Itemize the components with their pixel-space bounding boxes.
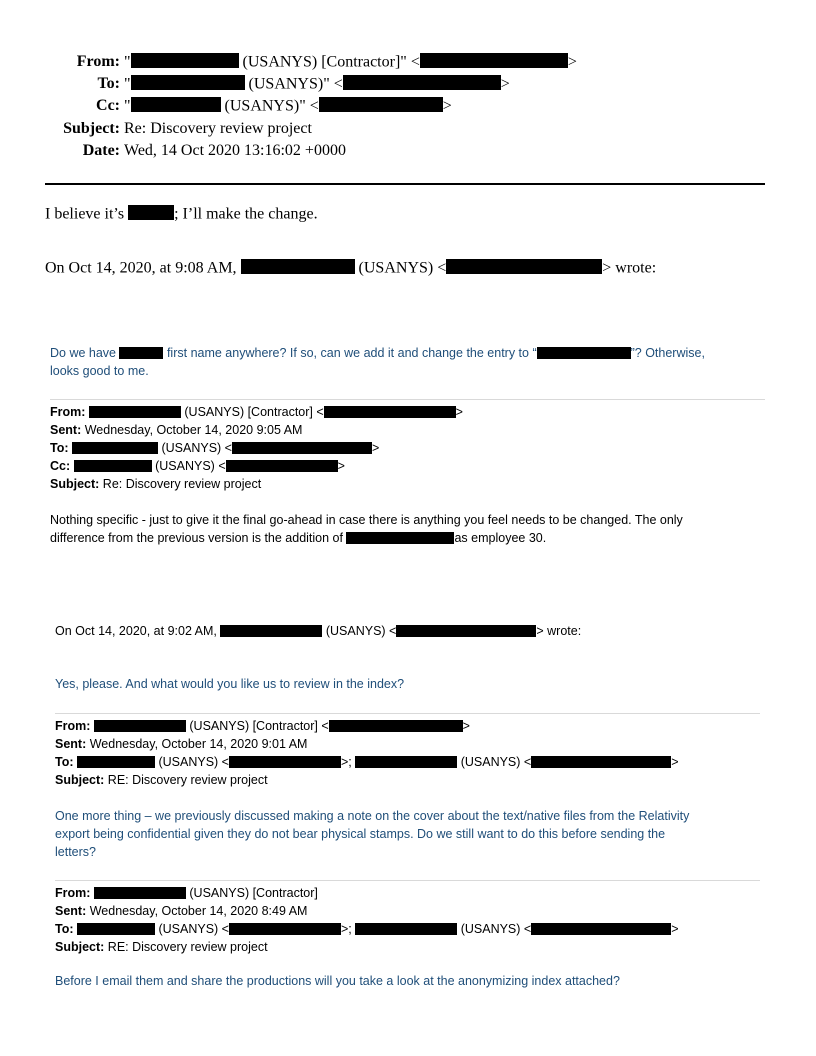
body-line: export being confidential given they do not bear physical stamps. Do we still want to do this before sending the	[55, 827, 666, 841]
email4-body: Before I email them and share the productions will you take a look at the anonymizing index attached?	[55, 974, 620, 988]
redaction-box	[420, 53, 568, 68]
redaction-box	[346, 532, 454, 544]
redaction-box	[94, 887, 186, 899]
redaction-box	[232, 442, 372, 454]
email4-subject: Subject: RE: Discovery review project	[55, 940, 268, 954]
header-cc-value: " (USANYS)" < >	[124, 97, 452, 115]
redaction-box	[220, 625, 322, 637]
email4-to: To: (USANYS) < >; (USANYS) < >	[55, 922, 679, 936]
email2-sent: Sent: Wednesday, October 14, 2020 9:05 AM	[50, 423, 303, 437]
email2-header	[50, 403, 463, 493]
redaction-box	[119, 347, 163, 359]
email2-subject: Subject: Re: Discovery review project	[50, 477, 262, 491]
quoted-message-2: Yes, please. And what would you like us to review in the index?	[55, 677, 405, 691]
email2-cc: Cc: (USANYS) < >	[50, 459, 345, 473]
redaction-box	[324, 406, 456, 418]
redaction-box	[329, 720, 463, 732]
redaction-box	[343, 75, 501, 90]
body-line: difference from the previous version is the addition of as employee 30.	[50, 531, 547, 545]
header-subject-value: Re: Discovery review project	[124, 120, 312, 137]
redaction-box	[72, 442, 158, 454]
email3-to: To: (USANYS) < >; (USANYS) < >	[55, 755, 679, 769]
email3-header	[55, 717, 679, 789]
header-to-value: " (USANYS)" < >	[124, 75, 510, 93]
header-to-label: To:	[97, 75, 120, 92]
reply-line: I believe it’s ; I’ll make the change.	[45, 205, 318, 223]
header-subject-label: Subject:	[63, 120, 120, 137]
redaction-box	[531, 756, 671, 768]
redaction-box	[396, 625, 536, 637]
redaction-box	[128, 205, 174, 220]
separator-line	[55, 880, 760, 881]
email2-from: From: (USANYS) [Contractor] < >	[50, 405, 463, 419]
email2-to: To: (USANYS) < >	[50, 441, 380, 455]
email4-from: From: (USANYS) [Contractor]	[55, 886, 318, 900]
redaction-box	[446, 259, 602, 274]
header-from-label: From:	[76, 53, 120, 70]
redaction-box	[531, 923, 671, 935]
redaction-box	[355, 923, 457, 935]
redaction-box	[131, 53, 239, 68]
body-line: One more thing – we previously discussed making a note on the cover about the text/native files from the Relativity	[55, 809, 690, 823]
redaction-box	[229, 923, 341, 935]
redaction-box	[537, 347, 631, 359]
quoted-message-1	[50, 344, 705, 380]
email3-body	[55, 807, 689, 861]
redaction-box	[89, 406, 181, 418]
header-divider	[45, 183, 765, 185]
header-date-value: Wed, 14 Oct 2020 13:16:02 +0000	[124, 142, 346, 159]
redaction-box	[241, 259, 355, 274]
body-line: Nothing specific - just to give it the final go-ahead in case there is anything you feel needs to be changed. The only	[50, 513, 683, 527]
quote-attribution-2: On Oct 14, 2020, at 9:02 AM, (USANYS) < > wrote:	[55, 624, 582, 638]
redaction-box	[131, 75, 245, 90]
redaction-box	[94, 720, 186, 732]
redaction-box	[229, 756, 341, 768]
header-from-value: " (USANYS) [Contractor]" < >	[124, 53, 577, 71]
separator-line	[55, 713, 760, 714]
redaction-box	[319, 97, 443, 112]
message-line: looks good to me.	[50, 364, 149, 378]
header-date-label: Date:	[82, 142, 120, 159]
redaction-box	[77, 923, 155, 935]
email3-from: From: (USANYS) [Contractor] < >	[55, 719, 470, 733]
body-line: letters?	[55, 845, 96, 859]
email3-sent: Sent: Wednesday, October 14, 2020 9:01 AM	[55, 737, 308, 751]
email3-subject: Subject: RE: Discovery review project	[55, 773, 268, 787]
redaction-box	[355, 756, 457, 768]
quote-attribution-1: On Oct 14, 2020, at 9:08 AM, (USANYS) < > wrote:	[45, 259, 657, 277]
email4-sent: Sent: Wednesday, October 14, 2020 8:49 AM	[55, 904, 308, 918]
redaction-box	[131, 97, 221, 112]
email4-header	[55, 884, 679, 956]
redaction-box	[77, 756, 155, 768]
message-line: Do we have first name anywhere? If so, can we add it and change the entry to “ ”? Otherwise,	[50, 346, 705, 360]
redaction-box	[74, 460, 152, 472]
redaction-box	[226, 460, 338, 472]
email2-body	[50, 511, 683, 547]
separator-line	[50, 399, 765, 400]
header-cc-label: Cc:	[96, 97, 120, 114]
